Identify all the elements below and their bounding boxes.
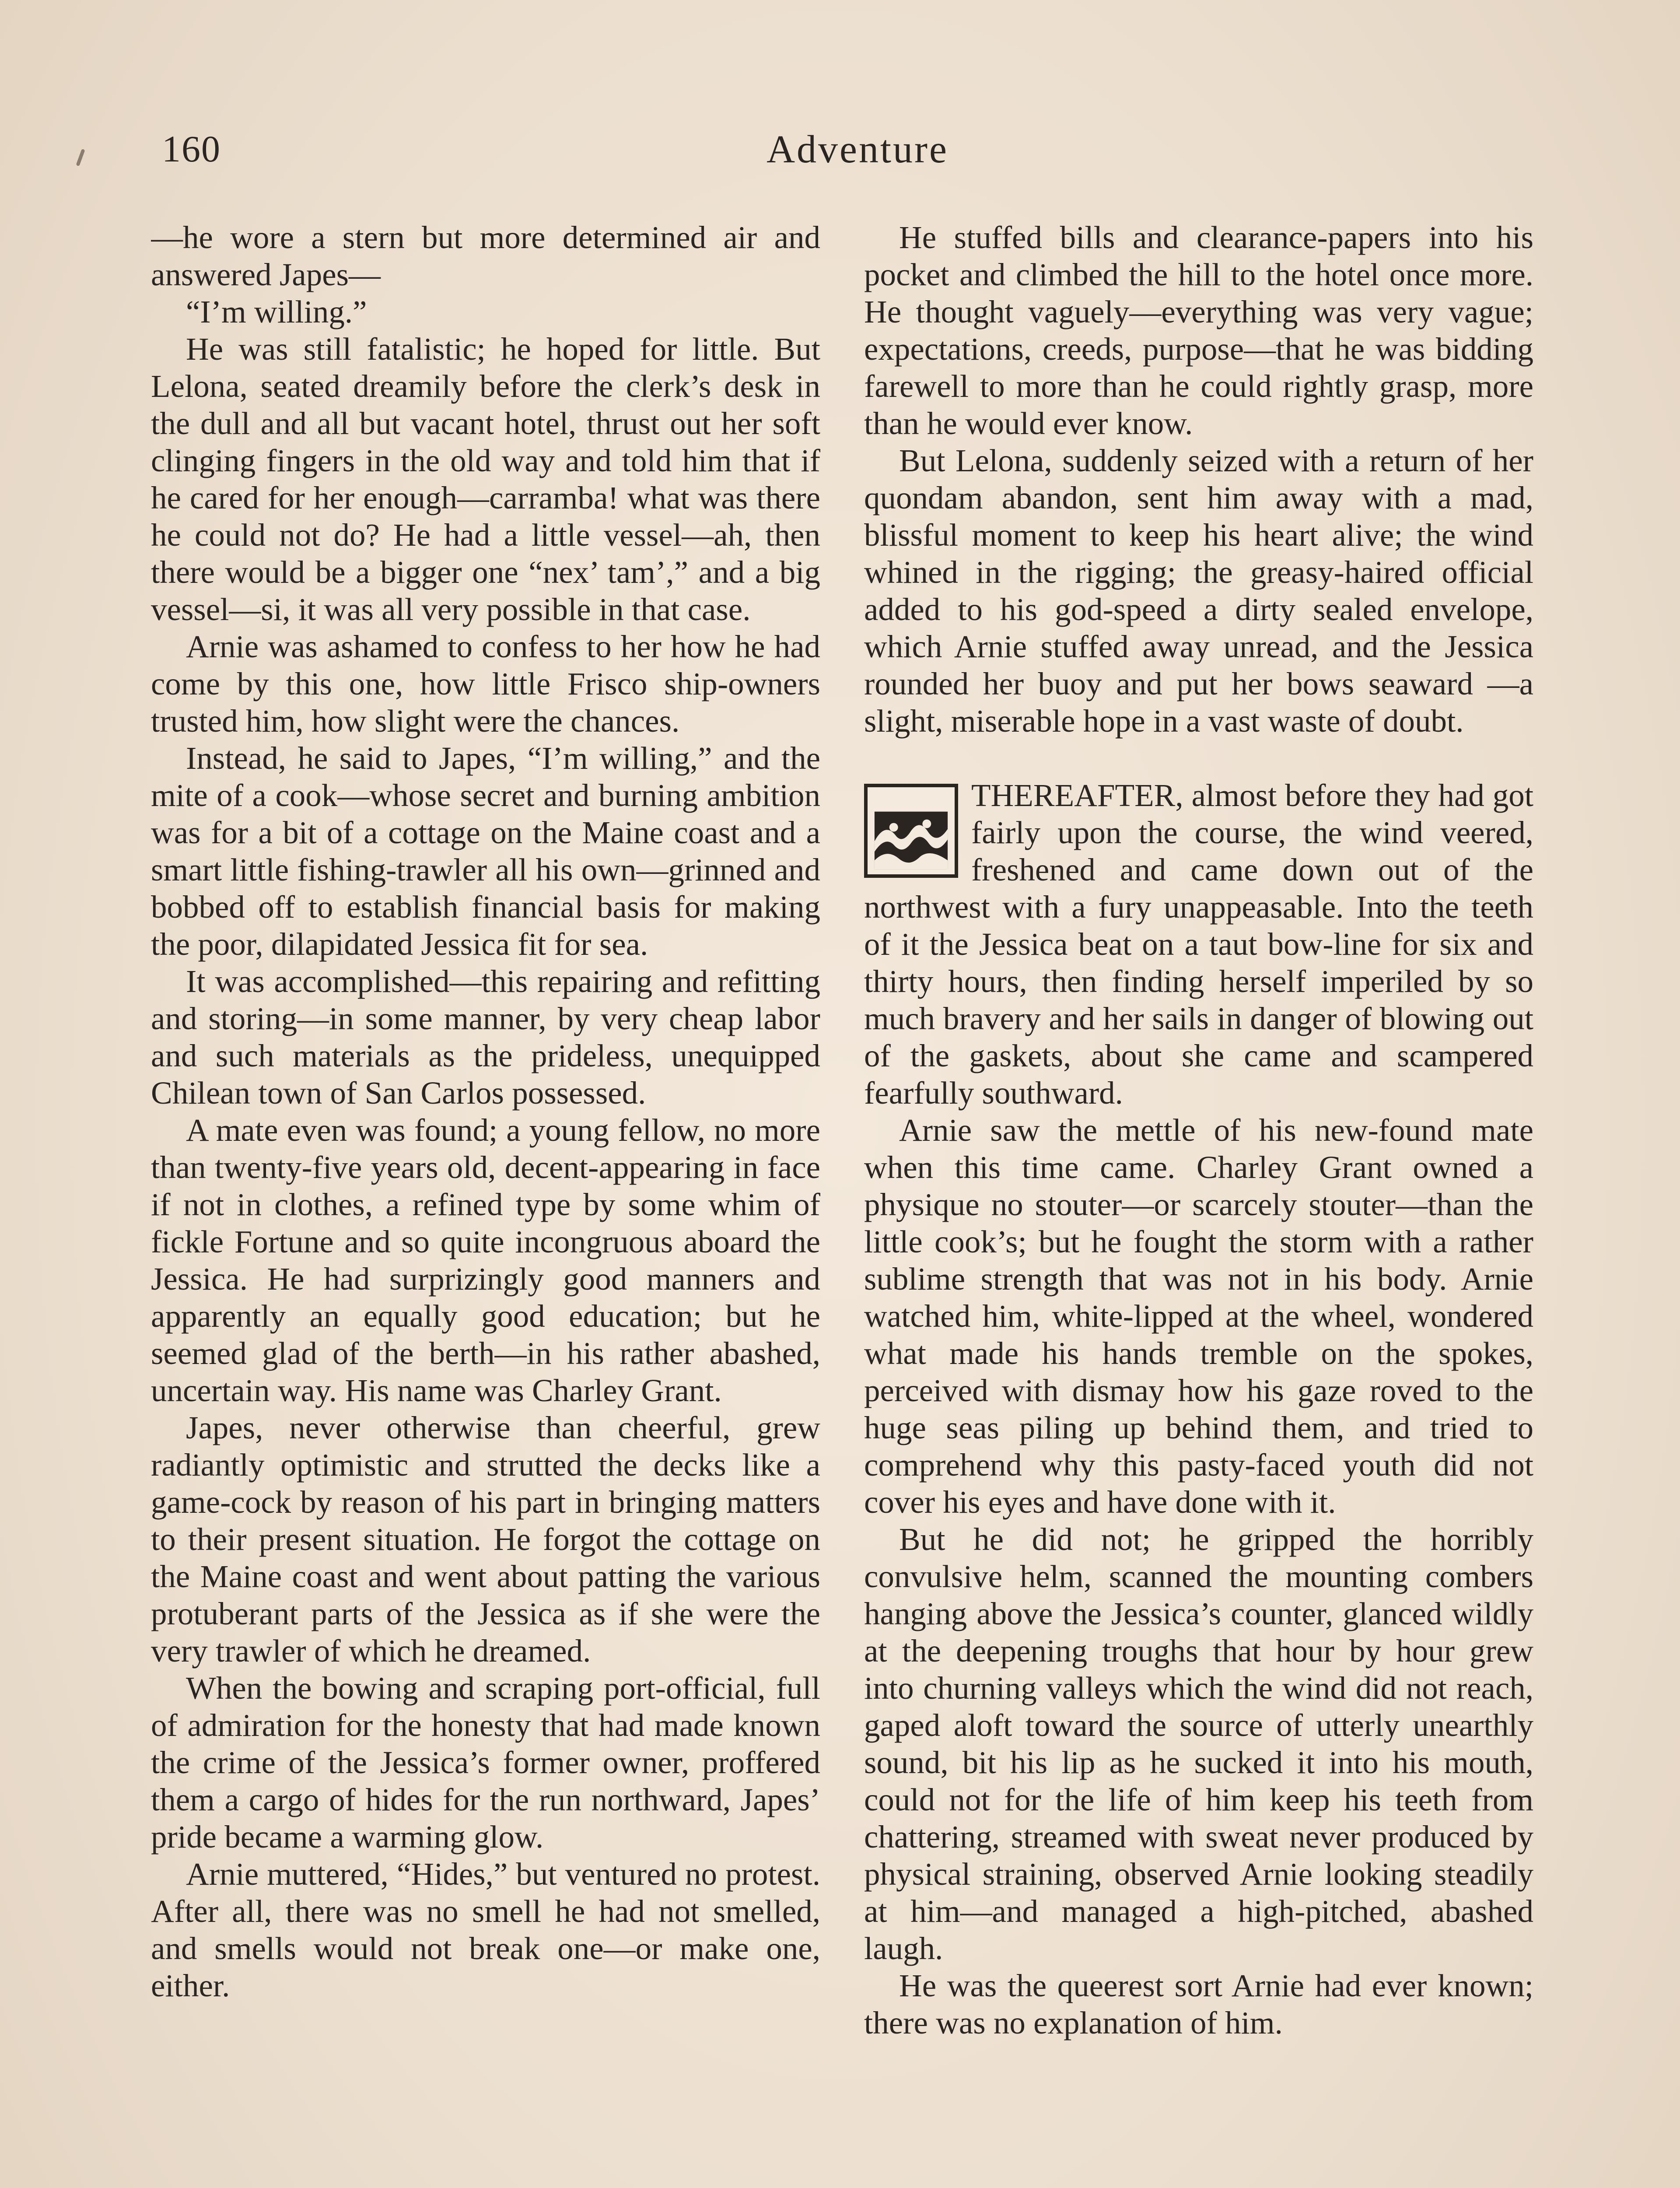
paragraph: But Lelona, suddenly seized with a return of her quondam abandon, sent him away with a mad, blissful moment to keep his heart alive; the wind whined in the rigging; the greasy-haired official added to his god-speed a dirty sealed envelope, which Arnie stuffed away unread, and the Jessica rounded her buoy and put her bows seaward —a slight, miserable hope in a vast waste of doubt. xyxy=(864,443,1533,739)
running-title: Adventure xyxy=(766,128,948,171)
paragraph: He stuffed bills and clearance-papers into his pocket and climbed the hill to the hotel once more. He thought vaguely—everything was very vague; expectations, creeds, purpose—that he was bidding farewell to more than he could rightly grasp, more than he would ever know. xyxy=(864,220,1533,441)
paragraph: He was the queerest sort Arnie had ever known; there was no explanation of him. xyxy=(864,1968,1533,2041)
margin-mark xyxy=(76,149,85,166)
left-column xyxy=(151,219,820,2188)
page-number: 160 xyxy=(162,128,221,170)
paragraph: Japes, never otherwise than cheerful, grew radiantly optimistic and strutted the decks like a game-cock by reason of his part in bringing matters to their present situation. He forgot the cottage on the Maine coast and went about patting the various protuberant parts of the Jessica as if she were the very trawler of which he dreamed. xyxy=(151,1410,820,1669)
page-header xyxy=(158,127,1558,188)
paragraph: Instead, he said to Japes, “I’m willing,” and the mite of a cook—whose secret and burning ambition was for a bit of a cottage on the Maine coast and a smart little fishing-trawler all his own—grinned and bobbed off to establish financial basis for making the poor, dilapidated Jessica fit for sea. xyxy=(151,740,820,962)
paragraph: He was still fatalistic; he hoped for little. But Lelona, seated dreamily before the clerk’s desk in the dull and all but vacant hotel, thrust out her soft clinging fingers in the old way and told him that if he cared for her enough—carramba! what was there he could not do? He had a little vessel—ah, then there would be a bigger one “nex’ tam’,” and a big vessel—si, it was all very possible in that case. xyxy=(151,331,820,627)
paragraph: But he did not; he gripped the horribly convulsive helm, scanned the mounting combers hanging above the Jessica’s counter, glanced wildly at the deepening troughs that hour by hour grew into churning valleys which the wind did not reach, gaped aloft toward the source of utterly unearthly sound, bit his lip as he sucked it into his mouth, could not for the life of him keep his teeth from chattering, streamed with sweat never produced by physical straining, observed Arnie looking steadily at him—and managed a high-pitched, abashed laugh. xyxy=(864,1522,1533,1966)
paragraph: A mate even was found; a young fellow, no more than twenty-five years old, decent-appearing in face if not in clothes, a refined type by some whim of fickle Fortune and so quite incongruous aboard the Jessica. He had surprizingly good manners and apparently an equally good education; but he seemed glad of the berth—in his rather abashed, uncertain way. His name was Charley Grant. xyxy=(151,1112,820,1408)
paragraph: It was accomplished—this repairing and refitting and storing—in some manner, by very cheap labor and such materials as the prideless, unequipped Chilean town of San Carlos possessed. xyxy=(151,964,820,1111)
paragraph: Arnie was ashamed to confess to her how he had come by this one, how little Frisco ship-owners trusted him, how slight were the chances. xyxy=(151,629,820,739)
right-column xyxy=(864,219,1533,2188)
paragraph: Arnie saw the mettle of his new-found mate when this time came. Charley Grant owned a physique no stouter—or scarcely stouter—than the little cook’s; but he fought the storm with a rather sublime strength that was not in his body. Arnie watched him, white-lipped at the wheel, wondered what made his hands tremble on the spokes, perceived with dismay how his gaze roved to the huge seas piling up behind them, and tried to comprehend why this pasty-faced youth did not cover his eyes and have done with it. xyxy=(864,1112,1533,1520)
paragraph: When the bowing and scraping port-official, full of admiration for the honesty that had made known the crime of the Jessica’s former owner, proffered them a cargo of hides for the run northward, Japes’ pride became a warming glow. xyxy=(151,1670,820,1855)
section-break xyxy=(864,740,1533,777)
wave-ornament-icon xyxy=(864,784,958,878)
paragraph: —he wore a stern but more determined air and answered Japes— xyxy=(151,220,820,292)
paragraph: “I’m willing.” xyxy=(186,294,367,330)
paragraph: Arnie muttered, “Hides,” but ventured no protest. After all, there was no smell he had not smelled, and smells would not break one—or make one, either. xyxy=(151,1856,820,2003)
paragraph-text: THEREAFTER, almost before they had got fairly upon the course, the wind veered, freshened and came down out of the northwest with a fury unappeasable. Into the teeth of it the Jessica beat on a taut bow-line for six and thirty hours, then finding herself imperiled by so much bravery and her sails in danger of blowing out of the gaskets, about she came and scampered fearfully southward. xyxy=(864,778,1533,1111)
section-opening-paragraph xyxy=(864,777,1533,1112)
